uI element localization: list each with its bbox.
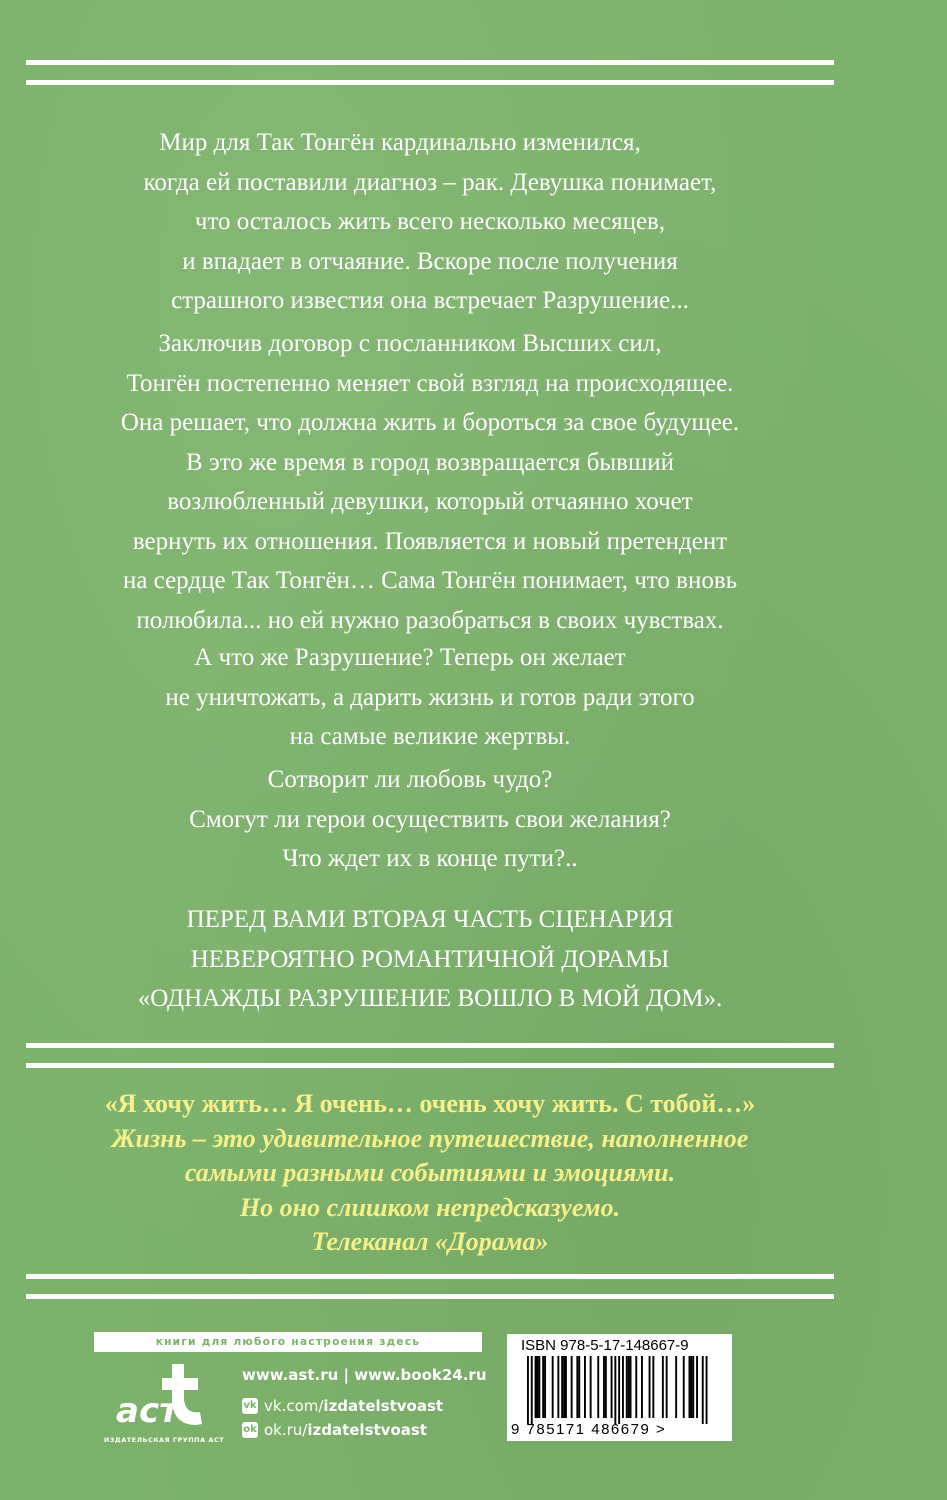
- middle-rule-2: [26, 1063, 834, 1068]
- announcement: [20, 900, 840, 1019]
- bottom-rule-2: [26, 1294, 834, 1299]
- barcode-bar: [571, 1356, 573, 1418]
- barcode-bar: [561, 1356, 563, 1418]
- barcode-bar: [531, 1356, 533, 1424]
- barcode-bar: [590, 1356, 592, 1418]
- barcode-bar: [666, 1356, 668, 1418]
- question-3: Что ждет их в конце пути?..: [282, 845, 578, 872]
- logo-text: аст: [116, 1391, 179, 1431]
- odnoklassniki-icon: ok: [242, 1422, 258, 1438]
- bottom-rule-1: [26, 1274, 834, 1279]
- barcode-bar: [557, 1356, 559, 1418]
- description-paragraph-1: [20, 123, 840, 321]
- question-1: Сотворит ли любовь чудо?: [267, 766, 553, 793]
- barcode-bar: [565, 1356, 567, 1418]
- announcement-line-1: ПЕРЕД ВАМИ ВТОРАЯ ЧАСТЬ СЦЕНАРИЯ: [186, 906, 674, 933]
- barcode-bar: [576, 1356, 578, 1418]
- barcode-box: [507, 1334, 732, 1441]
- desc2-line-1: Заключив договор с посланником Высших сил,: [158, 330, 662, 357]
- barcode-bar: [578, 1356, 580, 1418]
- top-rule-2: [26, 80, 834, 85]
- vk-icon: vk: [242, 1398, 258, 1414]
- desc3-line-2: не уничтожать, а дарить жизнь и готов ради этого: [165, 683, 695, 711]
- barcode-bar: [537, 1356, 539, 1418]
- barcode-bar: [628, 1356, 630, 1418]
- barcode-bar: [605, 1356, 607, 1418]
- desc1-line-2: когда ей поставили диагноз – рак. Девушка понимает,: [143, 168, 717, 196]
- quote-line-2: Жизнь – это удивительное путешествие, наполненное: [111, 1123, 749, 1153]
- barcode-bar: [690, 1356, 692, 1418]
- barcode-bar: [689, 1356, 691, 1418]
- barcode-bar: [696, 1356, 698, 1418]
- barcode-bar: [641, 1356, 643, 1418]
- quote-line-3: самыми разными событиями и эмоциями.: [184, 1158, 676, 1187]
- ast-logo-icon: [94, 1360, 234, 1436]
- barcode-bar: [603, 1356, 605, 1418]
- ok-link[interactable]: [242, 1421, 427, 1439]
- barcode-bar: [662, 1356, 664, 1418]
- tagline-bar: книги для любого настроения здесь: [94, 1332, 482, 1352]
- barcode-bar: [535, 1356, 537, 1418]
- barcode-bar: [542, 1356, 544, 1418]
- barcode-digits: 9 785171 486679 >: [511, 1421, 667, 1438]
- desc1-line-3: что осталось жить всего несколько месяцев,: [194, 208, 666, 235]
- barcode-bar: [527, 1356, 529, 1424]
- desc2-line-4: В это же время в город возвращается бывший: [186, 448, 674, 476]
- desc1-line-4: и впадает в отчаяние. Вскоре после получения: [182, 247, 678, 275]
- publisher-logo: [94, 1360, 234, 1455]
- desc2-line-2: Тонгён постепенно меняет свой взгляд на происходящее.: [126, 369, 734, 397]
- desc2-line-8: полюбила... но ей нужно разобраться в своих чувствах.: [136, 606, 724, 634]
- desc2-line-3: Она решает, что должна жить и бороться за свое будущее.: [120, 409, 740, 436]
- desc2-line-7: на сердце Так Тонгён… Сама Тонгён понимает, что вновь: [122, 567, 738, 594]
- desc1-line-1: Мир для Так Тонгён кардинально изменился,: [159, 129, 641, 156]
- middle-rule-1: [26, 1043, 834, 1048]
- description-paragraph-2: [20, 324, 840, 640]
- barcode-bar: [614, 1356, 616, 1424]
- barcode-bar: [649, 1356, 651, 1418]
- question-2: Смогут ли герои осуществить свои желания?: [189, 805, 671, 833]
- barcode-bar: [635, 1356, 637, 1418]
- barcode-bar: [675, 1356, 677, 1418]
- quote-line-4: Но оно слишком непредсказуемо.: [239, 1192, 621, 1222]
- isbn-label: ISBN 978-5-17-148667-9: [521, 1337, 689, 1354]
- quote-source: Телеканал «Дорама»: [311, 1227, 549, 1256]
- desc2-line-6: вернуть их отношения. Появляется и новый претендент: [132, 527, 728, 555]
- barcode-bar: [630, 1356, 632, 1418]
- barcode-bar: [683, 1356, 685, 1418]
- barcode-bar: [702, 1356, 704, 1424]
- quote-block: [20, 1087, 840, 1260]
- vk-handle: izdatelstvoast: [323, 1397, 444, 1415]
- barcode-bar: [692, 1356, 694, 1418]
- ok-prefix: ok.ru/: [264, 1421, 308, 1439]
- barcode-bar: [584, 1356, 586, 1418]
- barcode-bar: [538, 1356, 540, 1418]
- vk-prefix: vk.com/: [264, 1397, 324, 1415]
- barcode-bar: [552, 1356, 554, 1418]
- desc1-line-5: страшного известия она встречает Разрушение...: [171, 287, 689, 314]
- barcode-bar: [626, 1356, 628, 1418]
- barcode-bar: [652, 1356, 654, 1418]
- barcode-bar: [544, 1356, 546, 1418]
- website-links[interactable]: www.ast.ru | www.book24.ru: [242, 1366, 487, 1384]
- top-rule-1: [26, 60, 834, 65]
- logo-caption: ИЗДАТЕЛЬСКАЯ ГРУППА АСТ: [103, 1436, 225, 1444]
- quote-line-1: «Я хочу жить… Я очень… очень хочу жить. С тобой…»: [104, 1089, 756, 1118]
- desc3-line-1: А что же Разрушение? Теперь он желает: [194, 644, 626, 671]
- barcode-bar: [563, 1356, 565, 1418]
- barcode-bar: [611, 1356, 613, 1418]
- announcement-line-3: «ОДНАЖДЫ РАЗРУШЕНИЕ ВОШЛО В МОЙ ДОМ».: [137, 985, 723, 1012]
- barcode-bar: [706, 1356, 708, 1424]
- barcode-bar: [622, 1356, 624, 1418]
- announcement-line-2: НЕВЕРОЯТНО РОМАНТИЧНОЙ ДОРАМЫ: [190, 945, 670, 973]
- barcode-bar: [618, 1356, 620, 1424]
- questions: [20, 760, 840, 879]
- barcode-bar: [597, 1356, 599, 1418]
- vk-link[interactable]: [242, 1397, 443, 1415]
- description-paragraph-3: [20, 638, 840, 757]
- ok-handle: izdatelstvoast: [307, 1421, 427, 1439]
- desc3-line-3: на самые великие жертвы.: [289, 723, 571, 750]
- desc2-line-5: возлюбленный девушки, который отчаянно хочет: [167, 488, 693, 515]
